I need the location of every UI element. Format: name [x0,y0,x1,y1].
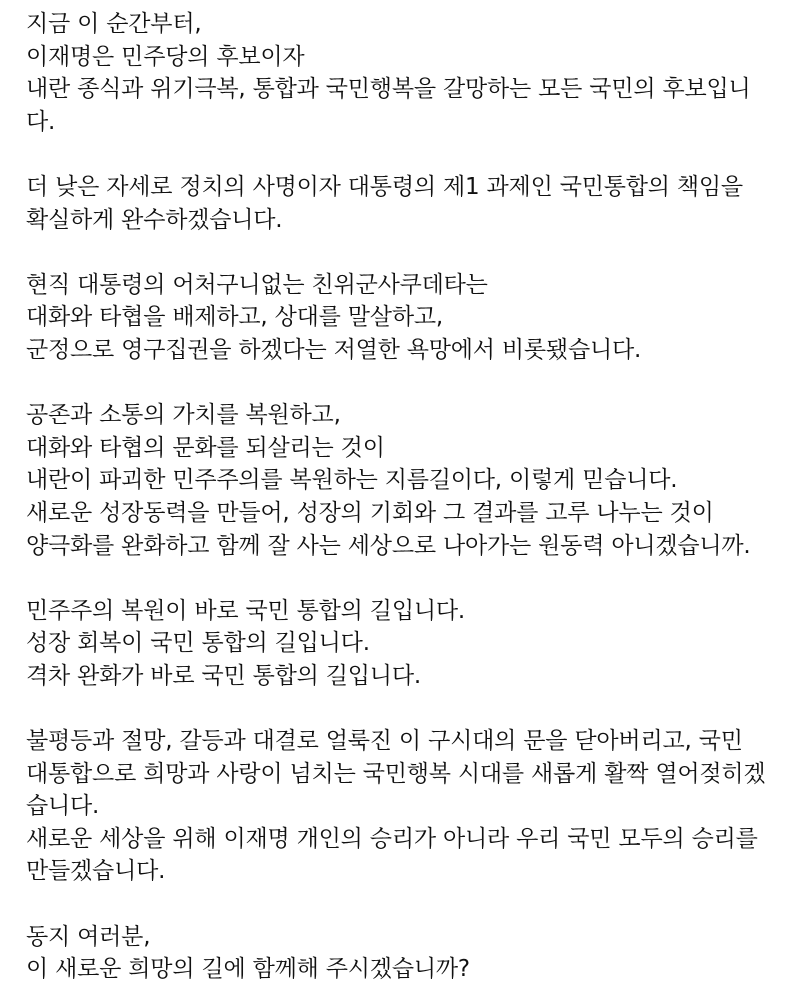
paragraph-coexistence [26,399,786,562]
text-line: 내란이 파괴한 민주주의를 복원하는 지름길이다, 이렇게 믿습니다. [26,467,678,494]
text-line: 성장 회복이 국민 통합의 길입니다. [26,630,370,657]
text-line: 대화와 타협의 문화를 되살리는 것이 [26,434,385,461]
text-line: 다. [26,108,56,135]
text-line: 습니다. [26,793,100,820]
text-line: 민주주의 복원이 바로 국민 통합의 길입니다. [26,597,465,624]
text-line: 현직 대통령의 어처구니없는 친위군사쿠데타는 [26,271,488,298]
text-line: 내란 종식과 위기극복, 통합과 국민행복을 갈망하는 모든 국민의 후보입니 [26,76,751,103]
text-line: 지금 이 순간부터, [26,11,202,37]
paragraph-coup [26,269,786,367]
text-line: 이 새로운 희망의 길에 함께해 주시겠습니까? [26,956,470,983]
text-line: 대통합으로 희망과 사랑이 넘치는 국민행복 시대를 새롭게 활짝 열어젖히겠 [26,760,766,787]
text-line: 동지 여러분, [26,923,151,950]
paragraph-candidacy [26,8,786,138]
paragraph-new-era [26,725,786,888]
text-line: 새로운 세상을 위해 이재명 개인의 승리가 아니라 우리 국민 모두의 승리를 [26,825,758,852]
text-line: 불평등과 절망, 갈등과 대결로 얼룩진 이 구시대의 문을 닫아버리고, 국민 [26,728,743,755]
paragraph-closing [26,921,786,986]
text-line: 더 낮은 자세로 정치의 사명이자 대통령의 제1 과제인 국민통합의 책임을 [26,173,743,200]
speech-document [26,8,786,986]
text-line: 양극화를 완화하고 함께 잘 사는 세상으로 나아가는 원동력 아니겠습니까. [26,532,751,559]
text-line: 새로운 성장동력을 만들어, 성장의 기회와 그 결과를 고루 나누는 것이 [26,499,714,526]
text-line: 만들겠습니다. [26,858,166,885]
text-line: 대화와 타협을 배제하고, 상대를 말살하고, [26,304,443,331]
text-line: 공존과 소통의 가치를 복원하고, [26,402,341,429]
paragraph-paths-to-unity [26,595,786,693]
text-line: 이재명은 민주당의 후보이자 [26,43,305,70]
text-line: 군정으로 영구집권을 하겠다는 저열한 욕망에서 비롯됐습니다. [26,336,642,363]
text-line: 격차 완화가 바로 국민 통합의 길입니다. [26,662,421,689]
text-line: 확실하게 완수하겠습니다. [26,206,283,233]
paragraph-national-unity [26,171,786,236]
